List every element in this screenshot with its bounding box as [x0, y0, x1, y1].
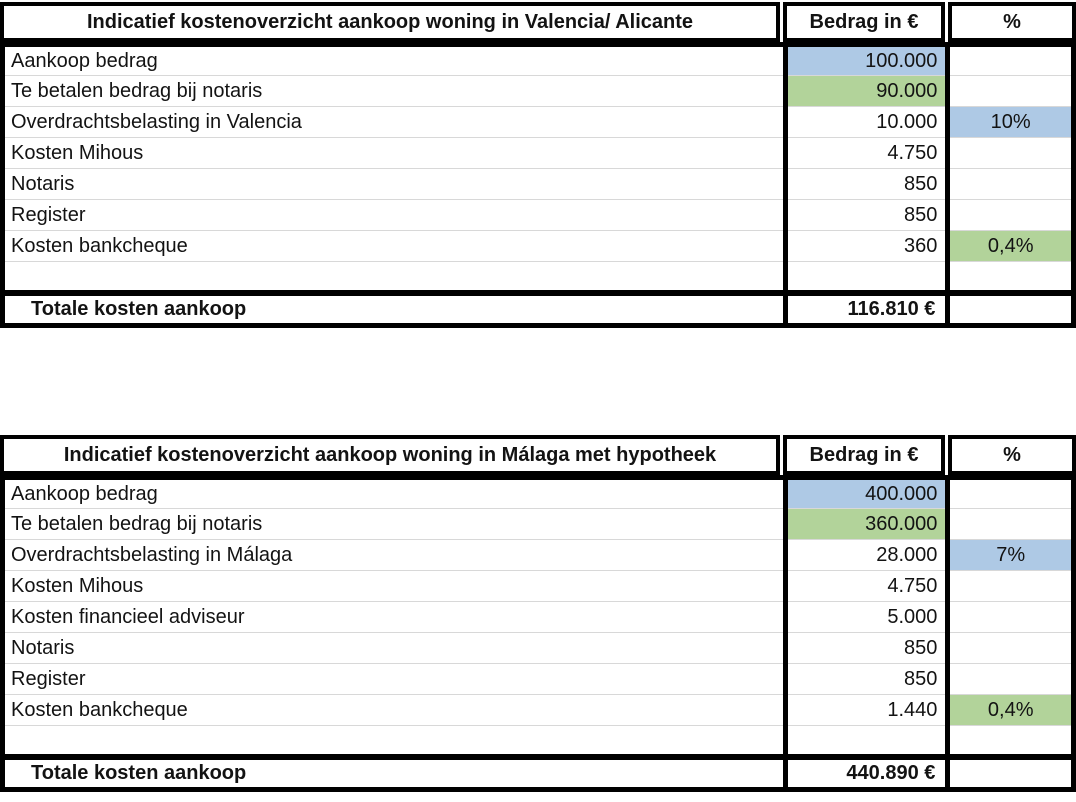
row-label[interactable]	[3, 262, 786, 293]
amount-cell[interactable]: 5.000	[785, 602, 948, 633]
table-row	[3, 540, 1074, 571]
empty-row	[3, 726, 1074, 757]
table-title[interactable]: Indicatief kostenoverzicht aankoop woning in Valencia/ Alicante	[0, 2, 780, 42]
row-label[interactable]: Kosten Mihous	[3, 138, 786, 169]
percent-cell[interactable]	[948, 45, 1074, 76]
amount-cell[interactable]: 10.000	[785, 107, 948, 138]
total-row	[3, 293, 1074, 326]
row-label[interactable]: Te betalen bedrag bij notaris	[3, 509, 786, 540]
table-row	[3, 633, 1074, 664]
percent-column-header[interactable]: %	[948, 2, 1076, 42]
table-row	[3, 664, 1074, 695]
amount-cell[interactable]: 28.000	[785, 540, 948, 571]
total-amount[interactable]: 116.810 €	[785, 293, 948, 326]
percent-cell[interactable]: 7%	[948, 540, 1074, 571]
percent-cell[interactable]	[948, 169, 1074, 200]
percent-cell[interactable]	[948, 200, 1074, 231]
amount-cell[interactable]: 4.750	[785, 138, 948, 169]
row-label[interactable]: Kosten bankcheque	[3, 695, 786, 726]
amount-column-header[interactable]: Bedrag in €	[783, 2, 945, 42]
amount-cell[interactable]: 90.000	[785, 76, 948, 107]
percent-cell[interactable]	[948, 602, 1074, 633]
total-row	[3, 757, 1074, 790]
table-row	[3, 571, 1074, 602]
row-label[interactable]: Overdrachtsbelasting in Málaga	[3, 540, 786, 571]
table-row	[3, 169, 1074, 200]
percent-cell[interactable]	[948, 509, 1074, 540]
percent-cell[interactable]	[948, 571, 1074, 602]
empty-row	[3, 262, 1074, 293]
malaga-cost-table	[0, 435, 1076, 792]
amount-cell[interactable]: 850	[785, 169, 948, 200]
row-label[interactable]: Aankoop bedrag	[3, 45, 786, 76]
malaga-table-body	[0, 475, 1076, 792]
table-row	[3, 478, 1074, 509]
row-label[interactable]: Overdrachtsbelasting in Valencia	[3, 107, 786, 138]
amount-cell[interactable]	[785, 262, 948, 293]
row-label[interactable]: Register	[3, 664, 786, 695]
amount-cell[interactable]: 360	[785, 231, 948, 262]
row-label[interactable]: Kosten bankcheque	[3, 231, 786, 262]
table-row	[3, 76, 1074, 107]
row-label[interactable]: Notaris	[3, 633, 786, 664]
percent-cell[interactable]: 10%	[948, 107, 1074, 138]
amount-cell[interactable]: 400.000	[785, 478, 948, 509]
table-row	[3, 45, 1074, 76]
percent-cell[interactable]: 0,4%	[948, 695, 1074, 726]
table-row	[3, 200, 1074, 231]
percent-cell[interactable]	[948, 664, 1074, 695]
table-row	[3, 138, 1074, 169]
row-label[interactable]: Aankoop bedrag	[3, 478, 786, 509]
amount-cell[interactable]: 4.750	[785, 571, 948, 602]
percent-cell[interactable]	[948, 138, 1074, 169]
total-percent-cell[interactable]	[948, 293, 1074, 326]
amount-column-header[interactable]: Bedrag in €	[783, 435, 945, 475]
percent-cell[interactable]	[948, 76, 1074, 107]
percent-column-header[interactable]: %	[948, 435, 1076, 475]
row-label[interactable]: Te betalen bedrag bij notaris	[3, 76, 786, 107]
percent-cell[interactable]: 0,4%	[948, 231, 1074, 262]
valencia-cost-table	[0, 2, 1076, 328]
valencia-table-body	[0, 42, 1076, 328]
table-row	[3, 695, 1074, 726]
table-row	[3, 602, 1074, 633]
table-row	[3, 509, 1074, 540]
table-title[interactable]: Indicatief kostenoverzicht aankoop woning in Málaga met hypotheek	[0, 435, 780, 475]
valencia-header-row	[0, 2, 1076, 42]
amount-cell[interactable]: 360.000	[785, 509, 948, 540]
amount-cell[interactable]: 850	[785, 664, 948, 695]
row-label[interactable]	[3, 726, 786, 757]
table-row	[3, 231, 1074, 262]
total-label[interactable]: Totale kosten aankoop	[3, 757, 786, 790]
amount-cell[interactable]	[785, 726, 948, 757]
row-label[interactable]: Kosten financieel adviseur	[3, 602, 786, 633]
total-amount[interactable]: 440.890 €	[785, 757, 948, 790]
percent-cell[interactable]	[948, 726, 1074, 757]
total-label[interactable]: Totale kosten aankoop	[3, 293, 786, 326]
total-percent-cell[interactable]	[948, 757, 1074, 790]
malaga-header-row	[0, 435, 1076, 475]
amount-cell[interactable]: 100.000	[785, 45, 948, 76]
amount-cell[interactable]: 1.440	[785, 695, 948, 726]
percent-cell[interactable]	[948, 633, 1074, 664]
percent-cell[interactable]	[948, 262, 1074, 293]
amount-cell[interactable]: 850	[785, 200, 948, 231]
percent-cell[interactable]	[948, 478, 1074, 509]
table-row	[3, 107, 1074, 138]
row-label[interactable]: Register	[3, 200, 786, 231]
amount-cell[interactable]: 850	[785, 633, 948, 664]
row-label[interactable]: Kosten Mihous	[3, 571, 786, 602]
row-label[interactable]: Notaris	[3, 169, 786, 200]
